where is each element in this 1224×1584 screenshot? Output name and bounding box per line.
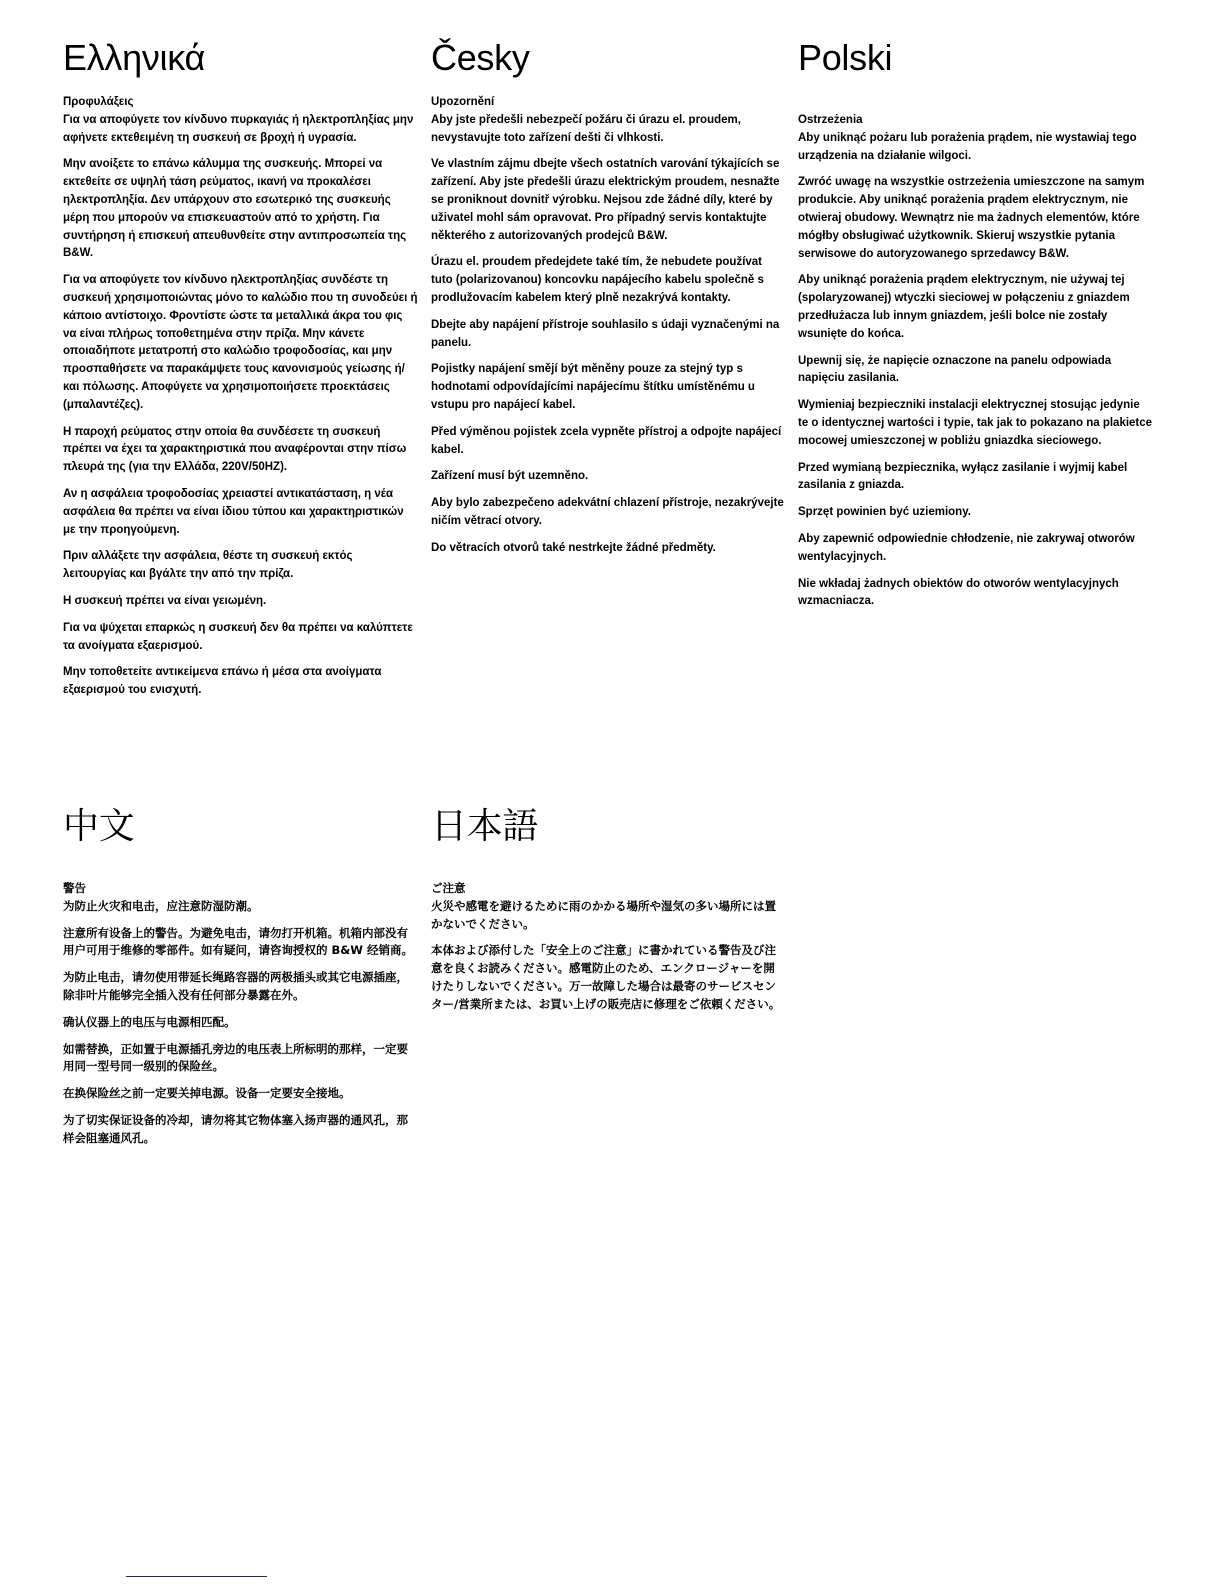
- paragraph: Η συσκευή πρέπει να είναι γειωμένη.: [63, 594, 267, 607]
- paragraph: Αν η ασφάλεια τροφοδοσίας χρειαστεί αντικατάσταση, η νέα ασφάλεια θα πρέπει να είναι ίδιου τύπου και χαρακτηριστικών με την προηγούμενη.: [63, 487, 404, 536]
- paragraph: Ve vlastním zájmu dbejte všech ostatních varování týkajících se zařízení. Aby jste předešli úrazu elektrickým proudem, nesnažte se proniknout dovnitř výrobku. Nejsou zde žádné díly, které by uživatel mohl sám opravovat. Pro případný servis kontaktujte některého z autorizovaných prodejců B&W.: [431, 158, 780, 242]
- heading-polish: Polski: [798, 37, 893, 78]
- paragraph: Aby jste předešli nebezpečí požáru či úrazu el. proudem, nevystavujte toto zařízení dešti či vlhkosti.: [431, 113, 741, 144]
- footer-rule: [126, 1576, 267, 1577]
- section-greek: [63, 38, 418, 709]
- paragraph: Μην τοποθετείτε αντικείμενα επάνω ή μέσα στα ανοίγματα εξαερισμού του ενισχυτή.: [63, 666, 382, 697]
- paragraph: Για να αποφύγετε τον κίνδυνο πυρκαγιάς ή ηλεκτροπληξίας μην αφήνετε εκτεθειμένη τη συσκευή σε βροχή ή υγρασία.: [63, 113, 414, 144]
- paragraph: Nie wkładaj żadnych obiektów do otworów wentylacyjnych wzmacniacza.: [798, 577, 1119, 608]
- paragraph: 为防止电击，请勿使用带延长绳路容器的两极插头或其它电源插座，除非叶片能够完全插入没有任何部分暴露在外。: [63, 970, 408, 1002]
- paragraph: Aby uniknąć porażenia prądem elektrycznym, nie używaj tej (spolaryzowanej) wtyczki sieciowej w połączeniu z gniazdem przedłużacza lub innym gniazdem, jeśli bolce nie zostały wsunięte do końca.: [798, 274, 1130, 340]
- section-japanese: [431, 806, 786, 1023]
- paragraph: Aby zapewnić odpowiednie chłodzenie, nie zakrywaj otworów wentylacyjnych.: [798, 532, 1135, 563]
- paragraph: Aby bylo zabezpečeno adekvátní chlazení přístroje, nezakrývejte ničím větrací otvory.: [431, 497, 784, 527]
- heading-greek: Ελληνικά: [63, 37, 206, 78]
- paragraph: Aby uniknąć pożaru lub porażenia prądem, nie wystawiaj tego urządzenia na działanie wilgoci.: [798, 131, 1137, 162]
- warning-title-japanese: ご注意: [431, 881, 466, 895]
- paragraph: Πριν αλλάξετε την ασφάλεια, θέστε τη συσκευή εκτός λειτουργίας και βγάλτε την από την πρίζα.: [63, 550, 353, 581]
- paragraph: Για να ψύχεται επαρκώς η συσκευή δεν θα πρέπει να καλύπτετε τα ανοίγματα εξαερισμού.: [63, 621, 413, 652]
- paragraph: 火災や感電を避けるために雨のかかる場所や湿気の多い場所には置かないでください。: [431, 898, 776, 931]
- paragraph: Για να αποφύγετε τον κίνδυνο ηλεκτροπληξίας συνδέστε τη συσκευή χρησιμοποιώντας μόνο το καλώδιο που τη συνοδεύει ή κάποιο αντίστοιχο. Φροντίστε ώστε τα μεταλλικά άκρα του φις να είναι πλήρως τοποθετημένα στην πρίζα. Μην κάνετε οποιαδήποτε μετατροπή στο καλώδιο τροφοδοσίας, και μην προσπαθήσετε να παρακάμψετε τους κανονισμούς γείωσης ή/και πόλωσης. Αποφύγετε να χρησιμοποιήσετε προεκτάσεις (μπαλαντέζες).: [63, 274, 418, 411]
- paragraph: 本体および添付した「安全上のご注意」に書かれている警告及び注意を良くお読みください。感電防止のため、エンクロージャーを開けたりしないでください。万一故障した場合は最寄のサービスセンター/営業所または、お買い上げの販売店に修理をご依頼ください。: [431, 943, 781, 1011]
- paragraph: Do větracích otvorů také nestrkejte žádné předměty.: [431, 541, 716, 554]
- paragraph: Zwróć uwagę na wszystkie ostrzeżenia umieszczone na samym produkcie. Aby uniknąć porażenia prądem elektrycznym, nie otwieraj obudowy. Wewnątrz nie ma żadnych elementów, które mógłby obsługiwać użytkownik. Skieruj wszystkie pytania serwisowe do autoryzowanego sprzedawcy B&W.: [798, 176, 1145, 260]
- section-polish: [798, 38, 1153, 620]
- paragraph: Sprzęt powinien być uziemiony.: [798, 506, 971, 519]
- heading-japanese: 日本語: [431, 805, 539, 846]
- section-czech: [431, 38, 786, 567]
- warning-title-chinese: 警告: [63, 881, 86, 895]
- paragraph: 在换保险丝之前一定要关掉电源。设备一定要安全接地。: [63, 1086, 351, 1101]
- paragraph: Wymieniaj bezpieczniki instalacji elektrycznej stosując jedynie te o identycznej wartości i typie, tak jak to pokazano na plakietce mocowej umieszczonej w pobliżu gniazdka sieciowego.: [798, 399, 1153, 447]
- warning-title-polish: Ostrzeżenia: [798, 114, 863, 126]
- paragraph: 为防止火灾和电击，应注意防湿防潮。: [63, 898, 259, 913]
- paragraph: Před výměnou pojistek zcela vypněte přístroj a odpojte napájecí kabel.: [431, 425, 782, 456]
- paragraph: Zařízení musí být uzemněno.: [431, 470, 589, 483]
- paragraph: Przed wymianą bezpiecznika, wyłącz zasilanie i wyjmij kabel zasilania z gniazda.: [798, 461, 1128, 492]
- heading-chinese: 中文: [63, 805, 135, 846]
- paragraph: Pojistky napájení smějí být měněny pouze za stejný typ s hodnotami odpovídajícími napájecímu štítku umístěnému u vstupu pro napájecí kabel.: [431, 363, 755, 411]
- paragraph: 注意所有设备上的警告。为避免电击，请勿打开机箱。机箱内部没有用户可用于维修的零部件。如有疑问，请咨询授权的 B&W 经销商。: [63, 925, 413, 958]
- paragraph: 确认仪器上的电压与电源相匹配。: [63, 1014, 236, 1029]
- paragraph: Η παροχή ρεύματος στην οποία θα συνδέσετε τη συσκευή πρέπει να έχει τα χαρακτηριστικά που αναφέρονται στην πίσω πλευρά της (για την Ελλάδα, 220V/50HZ).: [63, 425, 407, 474]
- heading-czech: Česky: [431, 37, 530, 78]
- warning-title-greek: Προφυλάξεις: [63, 96, 134, 108]
- section-chinese: [63, 806, 418, 1157]
- paragraph: 如需替换，正如置于电源插孔旁边的电压表上所标明的那样，一定要用同一型号同一级别的保险丝。: [63, 1041, 408, 1074]
- paragraph: Μην ανοίξετε το επάνω κάλυμμα της συσκευής. Μπορεί να εκτεθείτε σε υψηλή τάση ρεύματος, ικανή να προκαλέσει ηλεκτροπληξία. Δεν υπάρχουν στο εσωτερικό της συσκευής μέρη που μπορούν να επισκευαστούν από το χρήστη. Για συντήρηση ή επισκευή απευθυνθείτε στην αντιπροσωπεία της B&W.: [63, 158, 407, 260]
- paragraph: Úrazu el. proudem předejdete také tím, že nebudete používat tuto (polarizovanou) koncovku napájecího kabelu společně s prodlužovacím kabelem který plně nezakrývá kontakty.: [431, 256, 764, 304]
- warning-title-czech: Upozornění: [431, 96, 495, 108]
- paragraph: Dbejte aby napájení přístroje souhlasilo s údaji vyznačenými na panelu.: [431, 318, 780, 349]
- paragraph: Upewnij się, że napięcie oznaczone na panelu odpowiada napięciu zasilania.: [798, 354, 1112, 385]
- paragraph: 为了切实保证设备的冷却，请勿将其它物体塞入扬声器的通风孔，那样会阻塞通风孔。: [63, 1112, 408, 1145]
